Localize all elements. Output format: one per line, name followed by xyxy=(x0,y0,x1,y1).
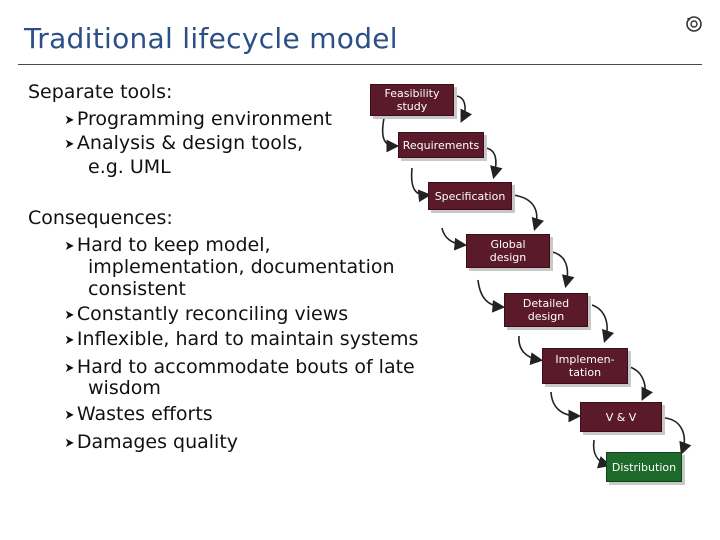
arrow-bullet-icon: ➤ xyxy=(64,239,75,254)
stage-label: Specification xyxy=(434,189,506,203)
list-item-text: Damages quality xyxy=(76,431,239,453)
waterfall-connector xyxy=(592,305,607,340)
stage-label: Global xyxy=(490,238,526,251)
stage-label: Detailed xyxy=(522,297,570,310)
list-item-continuation: consistent xyxy=(88,278,186,300)
waterfall-connector xyxy=(486,148,496,176)
arrow-bullet-icon: ➤ xyxy=(64,408,75,423)
list-item-text: Wastes efforts xyxy=(76,403,213,425)
waterfall-connector xyxy=(442,228,464,245)
arrow-bullet-icon: ➤ xyxy=(64,308,75,323)
list-item-text: Hard to keep model, xyxy=(76,234,271,256)
arrow-bullet-icon: ➤ xyxy=(64,436,75,451)
waterfall-connector xyxy=(478,280,502,307)
arrow-bullet-icon: ➤ xyxy=(64,361,75,376)
list-item-text: Analysis & design tools, xyxy=(76,132,304,154)
arrow-bullet-icon: ➤ xyxy=(64,333,75,348)
stage-label: tation xyxy=(568,366,602,379)
stage-label: design xyxy=(527,310,565,323)
stage-box-feasibility-study xyxy=(370,84,454,116)
list-item-continuation: implementation, documentation xyxy=(88,256,395,278)
consequences-heading: Consequences: xyxy=(28,207,173,229)
list-item-continuation: e.g. UML xyxy=(88,156,171,178)
waterfall-connector xyxy=(455,96,465,120)
slide-title: Traditional lifecycle model xyxy=(24,22,398,55)
waterfall-connector xyxy=(552,252,567,285)
list-item-text: Hard to accommodate bouts of late xyxy=(76,356,415,378)
separate-tools-heading: Separate tools: xyxy=(28,81,173,103)
stage-box-implementation xyxy=(542,348,628,384)
arrow-bullet-icon: ➤ xyxy=(64,113,75,128)
waterfall-connector xyxy=(630,367,645,398)
stage-label: Requirements xyxy=(402,138,480,152)
arrow-bullet-icon: ➤ xyxy=(64,137,75,152)
list-item-text: Programming environment xyxy=(76,108,333,130)
stage-label: Distribution xyxy=(611,460,677,474)
stage-box-v-and-v xyxy=(580,402,662,432)
stage-label: Feasibility xyxy=(384,87,440,100)
stage-label: study xyxy=(396,100,428,113)
waterfall-connector xyxy=(513,195,537,228)
stage-box-distribution xyxy=(606,452,682,482)
waterfall-connector xyxy=(551,392,578,416)
stage-box-detailed-design xyxy=(504,293,588,327)
stage-box-requirements xyxy=(398,132,484,158)
stage-label: V & V xyxy=(605,410,637,424)
list-item-text: Constantly reconciling views xyxy=(76,303,349,325)
stage-label: design xyxy=(489,251,527,264)
waterfall-connector xyxy=(665,418,684,452)
stage-box-global-design xyxy=(466,234,550,268)
waterfall-connector xyxy=(412,168,428,195)
stage-box-specification xyxy=(428,182,512,210)
waterfall-connector xyxy=(519,336,540,360)
list-item-text: Inflexible, hard to maintain systems xyxy=(76,328,419,350)
list-item-continuation: wisdom xyxy=(88,377,161,399)
waterfall-connector xyxy=(383,118,396,146)
stage-label: Implemen- xyxy=(555,353,615,366)
